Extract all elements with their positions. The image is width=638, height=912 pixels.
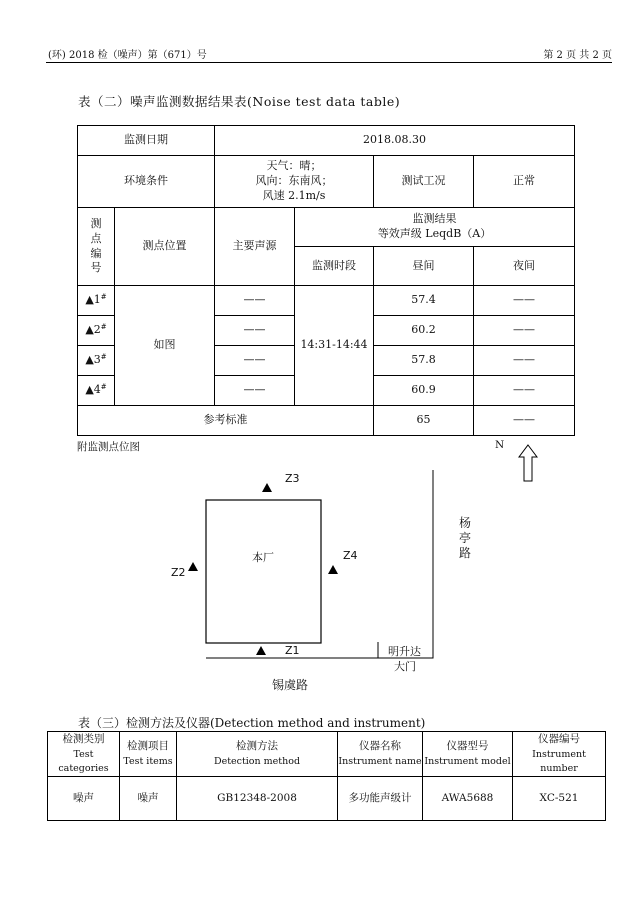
data-cell: XC-521 — [513, 777, 606, 821]
z1-label: Z1 — [285, 644, 300, 657]
source-value: —— — [215, 376, 295, 406]
header-cell: 检测类别 Test categories — [48, 732, 120, 777]
south-road-label: 锡虞路 — [272, 678, 309, 692]
point-id: ▲1# — [78, 286, 115, 316]
night-value: —— — [474, 316, 575, 346]
period-value: 14:31-14:44 — [295, 286, 374, 406]
header-cell: 仪器型号 Instrument model — [423, 732, 513, 777]
data-cell: AWA5688 — [423, 777, 513, 821]
wind-direction: 风向：东南风； — [255, 174, 333, 188]
point-id: ▲4# — [78, 376, 115, 406]
night-value: —— — [474, 346, 575, 376]
north-label: N — [495, 439, 505, 451]
z2-label: Z2 — [171, 566, 186, 579]
east-road-line — [378, 470, 433, 658]
location-value: 如图 — [115, 286, 215, 406]
method-table — [47, 731, 606, 821]
z4-label: Z4 — [343, 549, 358, 562]
night-value: —— — [474, 376, 575, 406]
date-label: 监测日期 — [78, 126, 215, 156]
triangle-z2-icon — [188, 562, 198, 571]
map-caption: 附监测点位图 — [77, 441, 140, 453]
source-value: —— — [215, 346, 295, 376]
col-point-no: 测 点 编 号 — [78, 208, 115, 286]
table2-caption: 表（二）噪声监测数据结果表(Noise test data table) — [78, 94, 401, 109]
triangle-z4-icon — [328, 565, 338, 574]
work-condition-value: 正常 — [474, 156, 575, 208]
factory-label: 本厂 — [252, 551, 274, 564]
data-cell: 多功能声级计 — [338, 777, 423, 821]
point-id: ▲2# — [78, 316, 115, 346]
day-value: 57.4 — [374, 286, 474, 316]
header-cell: 仪器编号 Instrument number — [513, 732, 606, 777]
weather: 天气：晴； — [266, 159, 322, 173]
triangle-z3-icon — [262, 483, 272, 492]
standard-day: 65 — [374, 406, 474, 436]
triangle-z1-icon — [256, 646, 266, 655]
header-cell: 仪器名称 Instrument name — [338, 732, 423, 777]
header-cell: 检测方法 Detection method — [177, 732, 338, 777]
z3-label: Z3 — [285, 472, 300, 485]
east-road-label: 杨亭路 — [459, 516, 472, 560]
gate-label: 明升达 大门 — [388, 645, 421, 673]
col-day: 昼间 — [374, 247, 474, 286]
col-night: 夜间 — [474, 247, 575, 286]
result-header: 监测结果 等效声级 LeqdB（A） — [295, 208, 575, 247]
table-row — [48, 777, 606, 821]
source-value: —— — [215, 286, 295, 316]
source-value: —— — [215, 316, 295, 346]
col-location: 测点位置 — [115, 208, 215, 286]
work-condition-label: 测试工况 — [374, 156, 474, 208]
env-label: 环境条件 — [78, 156, 215, 208]
night-value: —— — [474, 286, 575, 316]
day-value: 60.2 — [374, 316, 474, 346]
north-arrow-icon — [519, 445, 537, 481]
wind-speed: 风速 2.1m/s — [262, 188, 326, 202]
standard-label: 参考标准 — [78, 406, 374, 436]
page-info: 第 2 页 共 2 页 — [543, 50, 612, 61]
col-period: 监测时段 — [295, 247, 374, 286]
day-value: 57.8 — [374, 346, 474, 376]
table3-caption: 表（三）检测方法及仪器(Detection method and instrument) — [78, 716, 426, 730]
table-row — [48, 732, 606, 777]
data-cell: 噪声 — [120, 777, 177, 821]
header-cell: 检测项目 Test items — [120, 732, 177, 777]
point-id: ▲3# — [78, 346, 115, 376]
standard-night: —— — [474, 406, 575, 436]
document-number: (环) 2018 检（噪声）第（671）号 — [48, 50, 207, 61]
data-cell: GB12348-2008 — [177, 777, 338, 821]
data-cell: 噪声 — [48, 777, 120, 821]
day-value: 60.9 — [374, 376, 474, 406]
date-value: 2018.08.30 — [215, 126, 575, 156]
factory-building — [206, 500, 321, 643]
col-source: 主要声源 — [215, 208, 295, 286]
